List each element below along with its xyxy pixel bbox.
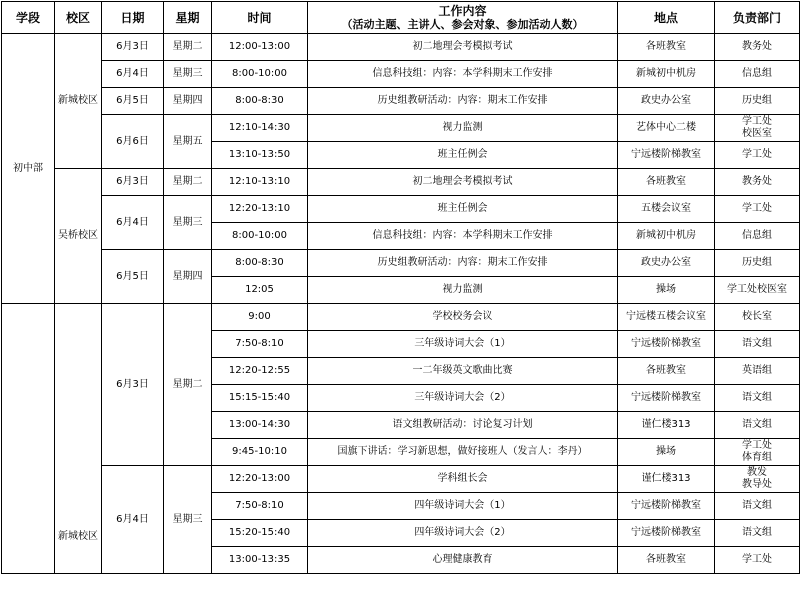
place-cell: 各班教室: [618, 358, 715, 385]
section-xiaoxue: [2, 304, 55, 574]
time-cell: 13:10-13:50: [212, 142, 308, 169]
dept-cell: 信息组: [715, 61, 800, 88]
table-row: [2, 250, 800, 277]
dept-cell: 语文组: [715, 331, 800, 358]
weekday-cell: 星期二: [164, 34, 212, 61]
header-xiaoqu: 校区: [55, 2, 102, 34]
time-cell: 15:20-15:40: [212, 520, 308, 547]
place-cell: 五楼会议室: [618, 196, 715, 223]
schedule-table: [1, 1, 800, 574]
place-cell: 政史办公室: [618, 250, 715, 277]
dept-cell: 教务处: [715, 34, 800, 61]
weekday-cell: 星期三: [164, 466, 212, 574]
place-cell: 宁远楼阶梯教室: [618, 385, 715, 412]
header-neirong-line1: 工作内容: [438, 3, 487, 18]
place-cell: 宁远楼阶梯教室: [618, 520, 715, 547]
dept-cell: 语文组: [715, 493, 800, 520]
content-cell: 初二地理会考模拟考试: [308, 34, 618, 61]
dept-cell: 英语组: [715, 358, 800, 385]
place-cell: 操场: [618, 439, 715, 466]
content-cell: 三年级诗词大会（1）: [308, 331, 618, 358]
header-xueduan: 学段: [2, 2, 55, 34]
date-cell: 6月4日: [102, 61, 164, 88]
table-row: [2, 169, 800, 196]
header-riqi: 日期: [102, 2, 164, 34]
dept-cell: 学工处: [715, 196, 800, 223]
place-cell: 新城初中机房: [618, 61, 715, 88]
date-cell: 6月5日: [102, 88, 164, 115]
content-cell: 四年级诗词大会（2）: [308, 520, 618, 547]
time-cell: 7:50-8:10: [212, 331, 308, 358]
dept-cell: [715, 466, 800, 493]
time-cell: 12:00-13:00: [212, 34, 308, 61]
time-cell: 12:20-13:10: [212, 196, 308, 223]
table-row: [2, 466, 800, 493]
dept-cell: 语文组: [715, 412, 800, 439]
header-neirong: [308, 2, 618, 34]
weekday-cell: 星期四: [164, 250, 212, 304]
date-cell: 6月3日: [102, 34, 164, 61]
table-row: [2, 34, 800, 61]
place-cell: 政史办公室: [618, 88, 715, 115]
dept-cell: 教务处: [715, 169, 800, 196]
dept-line: 学工处: [742, 440, 772, 451]
dept-cell: 校长室: [715, 304, 800, 331]
date-cell: 6月5日: [102, 250, 164, 304]
dept-cell: [715, 439, 800, 466]
campus-xincheng: 新城校区: [55, 34, 102, 169]
time-cell: 8:00-8:30: [212, 250, 308, 277]
weekday-cell: 星期二: [164, 169, 212, 196]
dept-line: 教发: [747, 467, 767, 478]
dept-cell: 信息组: [715, 223, 800, 250]
header-row: [2, 2, 800, 34]
date-cell: 6月4日: [102, 196, 164, 250]
table-row: [2, 61, 800, 88]
content-cell: 一二年级英文歌曲比赛: [308, 358, 618, 385]
content-cell: 语文组教研活动：讨论复习计划: [308, 412, 618, 439]
weekday-cell: 星期三: [164, 196, 212, 250]
place-cell: 宁远楼阶梯教室: [618, 142, 715, 169]
table-row: [2, 88, 800, 115]
time-cell: 15:15-15:40: [212, 385, 308, 412]
date-cell: 6月6日: [102, 115, 164, 169]
header-xingqi: 星期: [164, 2, 212, 34]
time-cell: 9:45-10:10: [212, 439, 308, 466]
time-cell: 13:00-13:35: [212, 547, 308, 574]
weekday-cell: 星期四: [164, 88, 212, 115]
table-row: [2, 115, 800, 142]
content-cell: 学科组长会: [308, 466, 618, 493]
campus-xincheng-2: 新城校区: [55, 304, 102, 574]
dept-line: 学工处: [742, 116, 772, 127]
dept-cell: 学工处: [715, 142, 800, 169]
section-chuzhong: 初中部: [2, 34, 55, 304]
header-didian: 地点: [618, 2, 715, 34]
content-cell: 心理健康教育: [308, 547, 618, 574]
place-cell: 各班教室: [618, 169, 715, 196]
place-cell: 各班教室: [618, 547, 715, 574]
place-cell: 艺体中心二楼: [618, 115, 715, 142]
time-cell: 8:00-10:00: [212, 223, 308, 250]
dept-line: 体育组: [742, 452, 772, 463]
time-cell: 9:00: [212, 304, 308, 331]
time-cell: 8:00-8:30: [212, 88, 308, 115]
place-cell: 谨仁楼313: [618, 466, 715, 493]
content-cell: 信息科技组：内容：本学科期末工作安排: [308, 223, 618, 250]
content-cell: 三年级诗词大会（2）: [308, 385, 618, 412]
date-cell: 6月4日: [102, 466, 164, 574]
header-bumen: 负责部门: [715, 2, 800, 34]
place-cell: 宁远楼阶梯教室: [618, 331, 715, 358]
weekday-cell: 星期五: [164, 115, 212, 169]
time-cell: 7:50-8:10: [212, 493, 308, 520]
content-cell: 班主任例会: [308, 142, 618, 169]
content-cell: 初二地理会考模拟考试: [308, 169, 618, 196]
place-cell: 各班教室: [618, 34, 715, 61]
content-cell: 四年级诗词大会（1）: [308, 493, 618, 520]
weekday-cell: 星期二: [164, 304, 212, 466]
dept-cell: 学工处: [715, 547, 800, 574]
content-cell: 视力监测: [308, 277, 618, 304]
content-cell: 历史组教研活动：内容：期末工作安排: [308, 250, 618, 277]
date-cell: 6月3日: [102, 304, 164, 466]
dept-cell: 历史组: [715, 88, 800, 115]
dept-cell: 学工处校医室: [715, 277, 800, 304]
dept-cell: 语文组: [715, 520, 800, 547]
time-cell: 12:20-13:00: [212, 466, 308, 493]
place-cell: 新城初中机房: [618, 223, 715, 250]
time-cell: 12:05: [212, 277, 308, 304]
content-cell: 国旗下讲话：学习新思想，做好接班人（发言人：李丹）: [308, 439, 618, 466]
place-cell: 操场: [618, 277, 715, 304]
content-cell: 学校校务会议: [308, 304, 618, 331]
time-cell: 12:10-13:10: [212, 169, 308, 196]
place-cell: 谨仁楼313: [618, 412, 715, 439]
table-row: [2, 196, 800, 223]
place-cell: 宁远楼五楼会议室: [618, 304, 715, 331]
header-neirong-line2: （活动主题、主讲人、参会对象、参加活动人数）: [341, 17, 584, 31]
content-cell: 视力监测: [308, 115, 618, 142]
dept-line: 校医室: [742, 128, 772, 139]
dept-cell: 语文组: [715, 385, 800, 412]
dept-line: 教导处: [742, 479, 772, 490]
header-shijian: 时间: [212, 2, 308, 34]
content-cell: 历史组教研活动：内容：期末工作安排: [308, 88, 618, 115]
dept-cell: 历史组: [715, 250, 800, 277]
campus-wuqiao: 吴桥校区: [55, 169, 102, 304]
time-cell: 12:20-12:55: [212, 358, 308, 385]
time-cell: 12:10-14:30: [212, 115, 308, 142]
content-cell: 信息科技组：内容：本学科期末工作安排: [308, 61, 618, 88]
dept-cell: [715, 115, 800, 142]
weekday-cell: 星期三: [164, 61, 212, 88]
time-cell: 8:00-10:00: [212, 61, 308, 88]
place-cell: 宁远楼阶梯教室: [618, 493, 715, 520]
time-cell: 13:00-14:30: [212, 412, 308, 439]
content-cell: 班主任例会: [308, 196, 618, 223]
table-row: [2, 304, 800, 331]
date-cell: 6月3日: [102, 169, 164, 196]
